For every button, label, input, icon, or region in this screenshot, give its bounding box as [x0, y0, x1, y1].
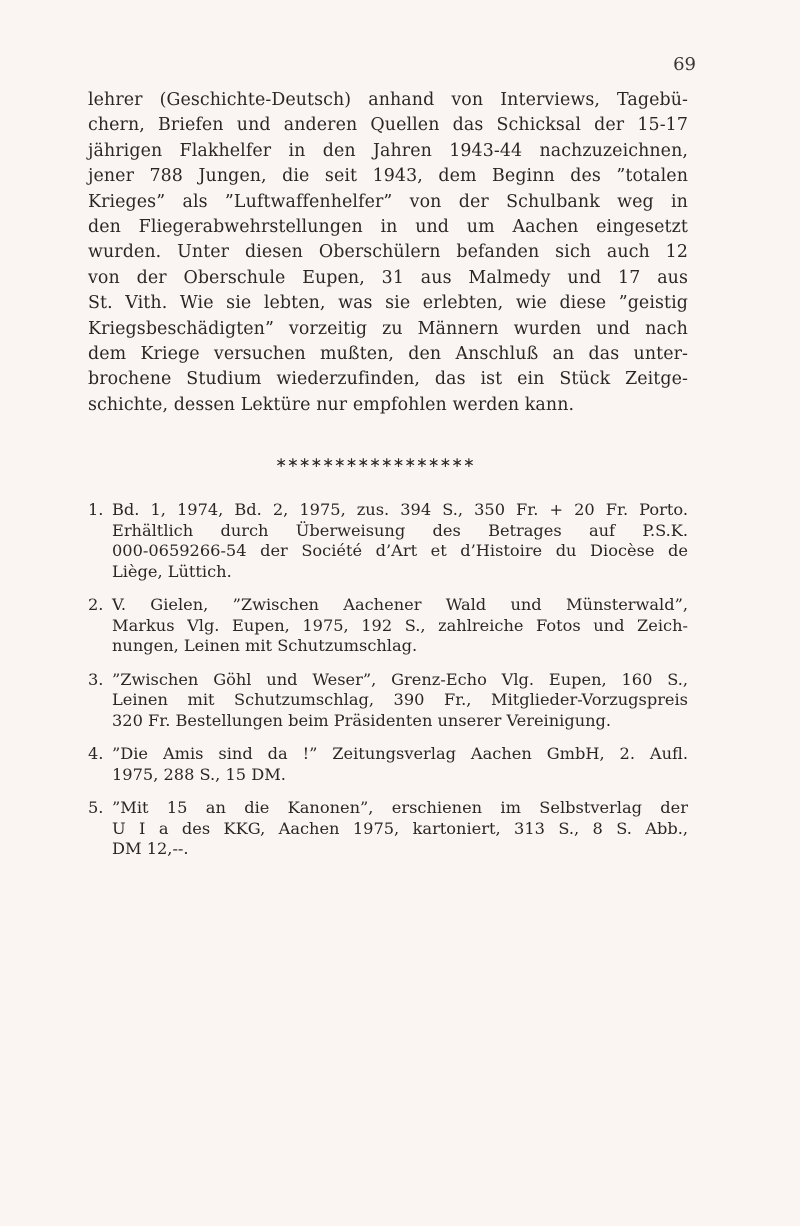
text-line: Liège, Lüttich.	[112, 561, 232, 581]
footnote-2	[88, 595, 688, 657]
text-line: Markus Vlg. Eupen, 1975, 192 S., zahlreiche Fotos und Zeich-	[112, 615, 688, 635]
text-line: Krieges” als ”Luftwaffenhelfer” von der Schulbank weg in	[88, 191, 688, 212]
footnotes-list	[88, 500, 688, 873]
text-line: V. Gielen, ”Zwischen Aachener Wald und Münsterwald”,	[112, 595, 688, 614]
text-line: 320 Fr. Bestellungen beim Präsidenten unserer Vereinigung.	[112, 710, 612, 730]
footnote-text	[112, 670, 688, 732]
text-line: schichte, dessen Lektüre nur empfohlen werden kann.	[88, 394, 575, 415]
asterisk-separator: ∗∗∗∗∗∗∗∗∗∗∗∗∗∗∗∗∗	[275, 455, 475, 471]
text-line: wurden. Unter diesen Oberschülern befanden sich auch 12	[88, 242, 688, 263]
text-line: ”Mit 15 an die Kanonen”, erschienen im Selbstverlag der	[112, 798, 688, 817]
footnote-3	[88, 670, 688, 732]
text-line: U I a des KKG, Aachen 1975, kartoniert, 313 S., 8 S. Abb.,	[112, 818, 688, 838]
text-line: lehrer (Geschichte-Deutsch) anhand von Interviews, Tagebü-	[88, 90, 688, 110]
text-line: ”Zwischen Göhl und Weser”, Grenz-Echo Vlg. Eupen, 160 S.,	[112, 669, 688, 689]
text-line: Bd. 1, 1974, Bd. 2, 1975, zus. 394 S., 350 Fr. + 20 Fr. Porto.	[112, 500, 688, 519]
text-line: von der Oberschule Eupen, 31 aus Malmedy und 17 aus	[88, 267, 688, 288]
text-line: 1975, 288 S., 15 DM.	[112, 764, 286, 784]
text-line: chern, Briefen und anderen Quellen das Schicksal der 15-17	[88, 115, 688, 136]
text-line: ”Die Amis sind da !” Zeitungsverlag Aachen GmbH, 2. Aufl.	[112, 744, 688, 763]
text-line: DM 12,--.	[112, 839, 189, 858]
footnote-number: 1.	[88, 500, 104, 519]
footnote-number: 3.	[88, 669, 104, 689]
page-number: 69	[673, 54, 696, 75]
footnote-4	[88, 744, 688, 785]
text-line: jener 788 Jungen, die seit 1943, dem Beginn des ”totalen	[88, 166, 688, 187]
main-paragraph	[88, 88, 688, 418]
footnote-number: 5.	[88, 798, 104, 817]
footnote-text	[112, 798, 688, 860]
footnote-number: 4.	[88, 744, 104, 763]
footnote-1	[88, 500, 688, 582]
text-line: nungen, Leinen mit Schutzumschlag.	[112, 636, 418, 655]
footnote-text	[112, 744, 688, 785]
text-line: Erhältlich durch Überweisung des Betrages auf P.S.K.	[112, 520, 688, 540]
footnote-5	[88, 798, 688, 860]
text-line: jährigen Flakhelfer in den Jahren 1943-44 nachzuzeichnen,	[88, 140, 688, 161]
text-line: 000-0659266-54 der Société d’Art et d’Histoire du Diocèse de	[112, 541, 688, 560]
text-line: den Fliegerabwehrstellungen in und um Aachen eingesetzt	[88, 217, 688, 238]
text-line: dem Kriege versuchen mußten, den Anschluß an das unter-	[88, 344, 688, 365]
footnote-text	[112, 595, 688, 657]
text-line: St. Vith. Wie sie lebten, was sie erlebten, wie diese ”geistig	[88, 293, 688, 314]
text-line: brochene Studium wiederzufinden, das ist ein Stück Zeitge-	[88, 369, 688, 390]
text-line: Kriegsbeschädigten” vorzeitig zu Männern wurden und nach	[88, 318, 688, 339]
footnote-text	[112, 500, 688, 582]
footnote-number: 2.	[88, 595, 104, 614]
text-line: Leinen mit Schutzumschlag, 390 Fr., Mitglieder-Vorzugspreis	[112, 690, 688, 709]
